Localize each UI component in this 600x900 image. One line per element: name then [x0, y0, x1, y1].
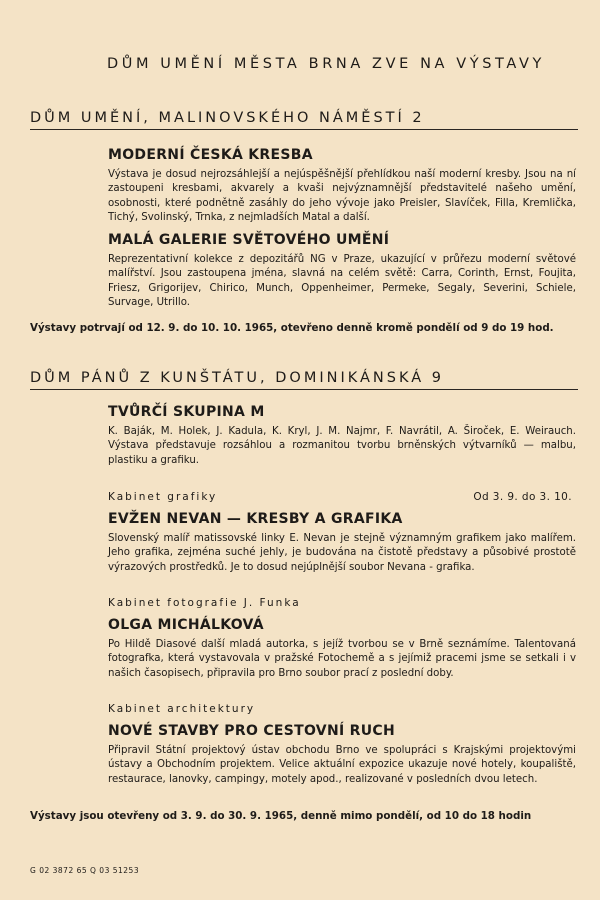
- exhibition-title-nevan: EVŽEN NEVAN — KRESBY A GRAFIKA: [108, 511, 403, 527]
- exhibition-title-moderni-ceska-kresba: MODERNÍ ČESKÁ KRESBA: [108, 147, 313, 163]
- exhibition-title-michalkova: OLGA MICHÁLKOVÁ: [108, 617, 264, 633]
- cabinet-label-fotografie: Kabinet fotografie J. Funka: [108, 597, 301, 609]
- page-title: DŮM UMĚNÍ MĚSTA BRNA ZVE NA VÝSTAVY: [107, 56, 545, 72]
- cabinet-date-grafiky: Od 3. 9. do 3. 10.: [473, 491, 572, 503]
- exhibition-text-nove-stavby: Připravil Státní projektový ústav obchodu Brno ve spolupráci s Krajskými projektovými ústavy a Obchodním projektem. Velice aktuální expozice ukazuje nové hotely, koupaliště, restaurace, lanovky, campingy, motely apod., realizované v posledních dvou letech.: [108, 745, 576, 785]
- venue2-opening-hours: Výstavy jsou otevřeny od 3. 9. do 30. 9. 1965, denně mimo pondělí, od 10 do 18 hodin: [30, 810, 532, 822]
- cabinet-label-grafiky: Kabinet grafiky: [108, 491, 218, 503]
- cabinet-label-architektury: Kabinet architektury: [108, 703, 256, 715]
- exhibition-title-mala-galerie: MALÁ GALERIE SVĚTOVÉHO UMĚNÍ: [108, 232, 390, 248]
- print-code: G 02 3872 65 Q 03 51253: [30, 866, 140, 875]
- exhibition-title-tvurci-skupina: TVŮRČÍ SKUPINA M: [108, 404, 265, 420]
- exhibition-text-tvurci-skupina: K. Baják, M. Holek, J. Kadula, K. Kryl, J. M. Najmr, F. Navrátil, A. Široček, E. Weirauch. Výstava představuje rozsáhlou a rozmanitou tvorbu brněnských výtvarníků — malbu, plastiku a grafiku.: [108, 426, 576, 466]
- venue-heading-kunstatu: DŮM PÁNŮ Z KUNŠTÁTU, DOMINIKÁNSKÁ 9: [30, 370, 578, 390]
- exhibition-text-moderni-ceska-kresba: Výstava je dosud nejrozsáhlejší a nejúspěšnější přehlídkou naší moderní kresby. Jsou na ní zastoupeni kresbami, akvarely a kvaši nejvýznamnější představitelé našeho umění, osobnosti, které podnětně zasáhly do jeho vývoje jako Preisler, Slavíček, Filla, Kremlička, Tichý, Svolinský, Trnka, z nejmladších Matal a další.: [108, 169, 576, 224]
- exhibition-text-michalkova: Po Hildě Diasové další mladá autorka, s jejíž tvorbou se v Brně seznámíme. Talentovaná fotografka, která vystavovala v pražské Fotochemě a s jejímiž pracemi jsme se setkali i v našich časopisech, připravila pro Brno soubor prací z poslední doby.: [108, 639, 576, 679]
- exhibition-title-nove-stavby: NOVÉ STAVBY PRO CESTOVNÍ RUCH: [108, 723, 395, 739]
- exhibition-text-mala-galerie: Reprezentativní kolekce z depozitářů NG v Praze, ukazující v průřezu moderní světové malířství. Jsou zastoupena jména, slavná na celém světě: Carra, Corinth, Ernst, Foujita, Friesz, Grigorijev, Chirico, Munch, Oppenheimer, Permeke, Segaly, Severini, Schiele, Survage, Utrillo.: [108, 254, 576, 309]
- exhibition-text-nevan: Slovenský malíř matissovské linky E. Nevan je stejně významným grafikem jako malířem. Jeho grafika, zejména suché jehly, je budována na čistotě představy a působivé prostotě výrazových prostředků. Je to dosud nejúplnější soubor Nevana - grafika.: [108, 533, 576, 573]
- venue1-opening-hours: Výstavy potrvají od 12. 9. do 10. 10. 1965, otevřeno denně kromě pondělí od 9 do 19 hod.: [30, 322, 554, 334]
- venue-heading-malinovskeho: DŮM UMĚNÍ, MALINOVSKÉHO NÁMĚSTÍ 2: [30, 110, 578, 130]
